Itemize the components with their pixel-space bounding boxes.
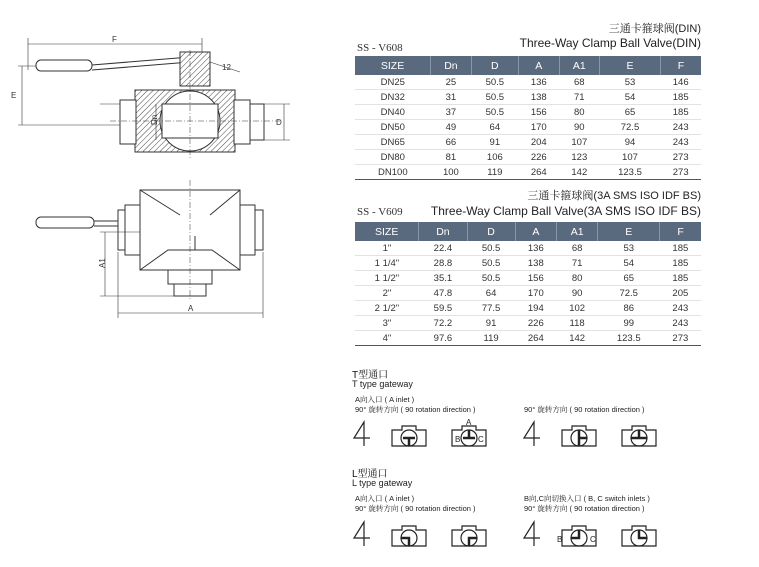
table-cell: 72.2 (419, 316, 467, 331)
table-cell: 205 (660, 286, 701, 301)
table-cell: DN32 (355, 90, 431, 105)
table-cell: 77.5 (467, 301, 515, 316)
table-cell: 91 (471, 135, 518, 150)
table-cell: 273 (660, 150, 701, 165)
table-cell: 53 (598, 241, 660, 256)
table-cell: 194 (515, 301, 556, 316)
table2-title-en: Three-Way Clamp Ball Valve(3A SMS ISO IDF BS) (430, 204, 701, 218)
t-gateway-diagrams (350, 412, 680, 464)
table2-header: F (660, 222, 701, 241)
table-cell: 71 (559, 90, 600, 105)
table-row (355, 150, 701, 165)
table-cell: 243 (660, 120, 701, 135)
t-port-b-label: B (455, 435, 461, 444)
table-cell: 170 (515, 286, 556, 301)
table2-header: Dn (419, 222, 467, 241)
table-cell: 1" (355, 241, 419, 256)
dim-f-label: F (112, 35, 117, 44)
t-gateway-title-cn: T型通口 (352, 370, 389, 381)
table-cell: DN80 (355, 150, 431, 165)
table1-header: D (471, 56, 518, 75)
table1-header: E (600, 56, 661, 75)
table-cell: 1 1/4" (355, 256, 419, 271)
l-port-c-label: C (590, 535, 596, 544)
table-cell: 68 (559, 75, 600, 90)
rotation-symbol-icon (354, 522, 370, 546)
t-port-c-label: C (478, 435, 484, 444)
table-cell: 142 (559, 165, 600, 180)
dim-weld-label: 12 (222, 63, 231, 72)
table-cell: 54 (598, 256, 660, 271)
table-cell: 138 (515, 256, 556, 271)
valve-technical-drawing (0, 0, 320, 330)
dim-e-label: E (11, 91, 17, 100)
table-cell: 123 (559, 150, 600, 165)
table-cell: 50.5 (471, 90, 518, 105)
table-cell: 243 (660, 316, 701, 331)
table2-header: E (598, 222, 660, 241)
table-cell: 243 (660, 135, 701, 150)
table-cell: 64 (467, 286, 515, 301)
table-cell: 185 (660, 256, 701, 271)
table1-title-cn: 三通卡箍球阀(DIN) (608, 23, 701, 35)
dim-a-label: A (188, 304, 194, 313)
table-cell: 138 (518, 90, 559, 105)
dim-d-label: D (276, 118, 282, 127)
table2-spec (355, 222, 701, 346)
t-gateway-left-line2: 90° 旋转方向 ( 90 rotation direction ) (355, 405, 476, 414)
table-cell: 49 (431, 120, 472, 135)
table-cell: 146 (660, 75, 701, 90)
table-cell: 118 (556, 316, 597, 331)
table-row (355, 331, 701, 346)
table-cell: 243 (660, 301, 701, 316)
table2-title-cn: 三通卡箍球阀(3A SMS ISO IDF BS) (527, 190, 701, 202)
table-cell: 80 (559, 105, 600, 120)
table-cell: 71 (556, 256, 597, 271)
table1-header: Dn (431, 56, 472, 75)
t-gateway-title-en: T type gateway (352, 379, 413, 389)
table-cell: 31 (431, 90, 472, 105)
table-cell: 185 (660, 241, 701, 256)
table2-header: A (515, 222, 556, 241)
table-cell: 156 (518, 105, 559, 120)
table-cell: DN100 (355, 165, 431, 180)
table-cell: 91 (467, 316, 515, 331)
table-row (355, 90, 701, 105)
table-cell: 119 (471, 165, 518, 180)
table-row (355, 165, 701, 180)
l-gateway-title-en: L type gateway (352, 478, 413, 488)
table-cell: 72.5 (600, 120, 661, 135)
table-cell: 185 (660, 90, 701, 105)
table-cell: 1 1/2" (355, 271, 419, 286)
table-cell: 100 (431, 165, 472, 180)
table-cell: 106 (471, 150, 518, 165)
table-row (355, 241, 701, 256)
table-cell: 264 (518, 165, 559, 180)
table-cell: 50.5 (467, 256, 515, 271)
t-gateway-right-line1: 90° 旋转方向 ( 90 rotation direction ) (524, 405, 645, 414)
table-cell: 99 (598, 316, 660, 331)
table-cell: 170 (518, 120, 559, 135)
table-cell: 28.8 (419, 256, 467, 271)
table-cell: 156 (515, 271, 556, 286)
table-cell: 50.5 (471, 105, 518, 120)
table-cell: 107 (600, 150, 661, 165)
l-gateway-right-line2: 90° 旋转方向 ( 90 rotation direction ) (524, 504, 645, 513)
table-cell: 65 (600, 105, 661, 120)
table-cell: 2" (355, 286, 419, 301)
table-cell: 204 (518, 135, 559, 150)
table-row (355, 316, 701, 331)
table-row (355, 301, 701, 316)
rotation-symbol-icon (354, 422, 370, 446)
table-cell: 4" (355, 331, 419, 346)
table-cell: 50.5 (471, 75, 518, 90)
table-cell: 37 (431, 105, 472, 120)
table-cell: 136 (518, 75, 559, 90)
table-cell: 54 (600, 90, 661, 105)
table2-header: SIZE (355, 222, 419, 241)
table-cell: 50.5 (467, 271, 515, 286)
t-gateway-left-line1: A向入口 ( A inlet ) (355, 395, 415, 404)
table-cell: 80 (556, 271, 597, 286)
table-cell: 226 (515, 316, 556, 331)
table-cell: 90 (559, 120, 600, 135)
table-cell: 123.5 (600, 165, 661, 180)
table-cell: 273 (660, 165, 701, 180)
table-row (355, 135, 701, 150)
table-cell: 90 (556, 286, 597, 301)
table-cell: 81 (431, 150, 472, 165)
table1-title-en: Three-Way Clamp Ball Valve(DIN) (519, 36, 701, 50)
table-row (355, 271, 701, 286)
table-cell: 142 (556, 331, 597, 346)
t-port-a-label: A (466, 418, 472, 427)
table-cell: 185 (660, 105, 701, 120)
table-row (355, 286, 701, 301)
table1-header: F (660, 56, 701, 75)
table-cell: 94 (600, 135, 661, 150)
l-gateway-left-line2: 90° 旋转方向 ( 90 rotation direction ) (355, 504, 476, 513)
table-cell: 97.6 (419, 331, 467, 346)
table-row (355, 256, 701, 271)
l-gateway-title-cn: L型通口 (352, 469, 388, 480)
l-gateway-left-line1: A向入口 ( A inlet ) (355, 494, 415, 503)
table2-header: A1 (556, 222, 597, 241)
table-cell: 65 (598, 271, 660, 286)
table-cell: DN25 (355, 75, 431, 90)
table-cell: 136 (515, 241, 556, 256)
table-cell: 264 (515, 331, 556, 346)
table-cell: 86 (598, 301, 660, 316)
table-cell: 64 (471, 120, 518, 135)
table-cell: DN50 (355, 120, 431, 135)
table-cell: 3" (355, 316, 419, 331)
table-row (355, 75, 701, 90)
dim-dn-label: Dn (150, 114, 159, 125)
table-cell: DN40 (355, 105, 431, 120)
table-cell: 22.4 (419, 241, 467, 256)
table1-header: SIZE (355, 56, 431, 75)
table2-model: SS - V609 (357, 206, 403, 218)
table-cell: 25 (431, 75, 472, 90)
table-cell: 47.8 (419, 286, 467, 301)
table-cell: DN65 (355, 135, 431, 150)
table-cell: 53 (600, 75, 661, 90)
dim-a1-label: A1 (98, 258, 107, 268)
table-cell: 273 (660, 331, 701, 346)
table1-header: A (518, 56, 559, 75)
table-cell: 72.5 (598, 286, 660, 301)
table-cell: 123.5 (598, 331, 660, 346)
table-cell: 107 (559, 135, 600, 150)
l-gateway-diagrams (350, 512, 680, 564)
table-cell: 66 (431, 135, 472, 150)
table-row (355, 105, 701, 120)
table-cell: 226 (518, 150, 559, 165)
table-row (355, 120, 701, 135)
table1-header: A1 (559, 56, 600, 75)
table-cell: 35.1 (419, 271, 467, 286)
table-cell: 59.5 (419, 301, 467, 316)
l-gateway-right-line1: B向,C向切换入口 ( B, C switch inlets ) (524, 494, 650, 503)
table-cell: 102 (556, 301, 597, 316)
table-cell: 185 (660, 271, 701, 286)
table-cell: 68 (556, 241, 597, 256)
table1-model: SS - V608 (357, 42, 403, 54)
table-cell: 119 (467, 331, 515, 346)
table1-spec (355, 56, 701, 180)
table2-header: D (467, 222, 515, 241)
l-port-b-label: B (557, 535, 563, 544)
table-cell: 50.5 (467, 241, 515, 256)
table-cell: 2 1/2" (355, 301, 419, 316)
